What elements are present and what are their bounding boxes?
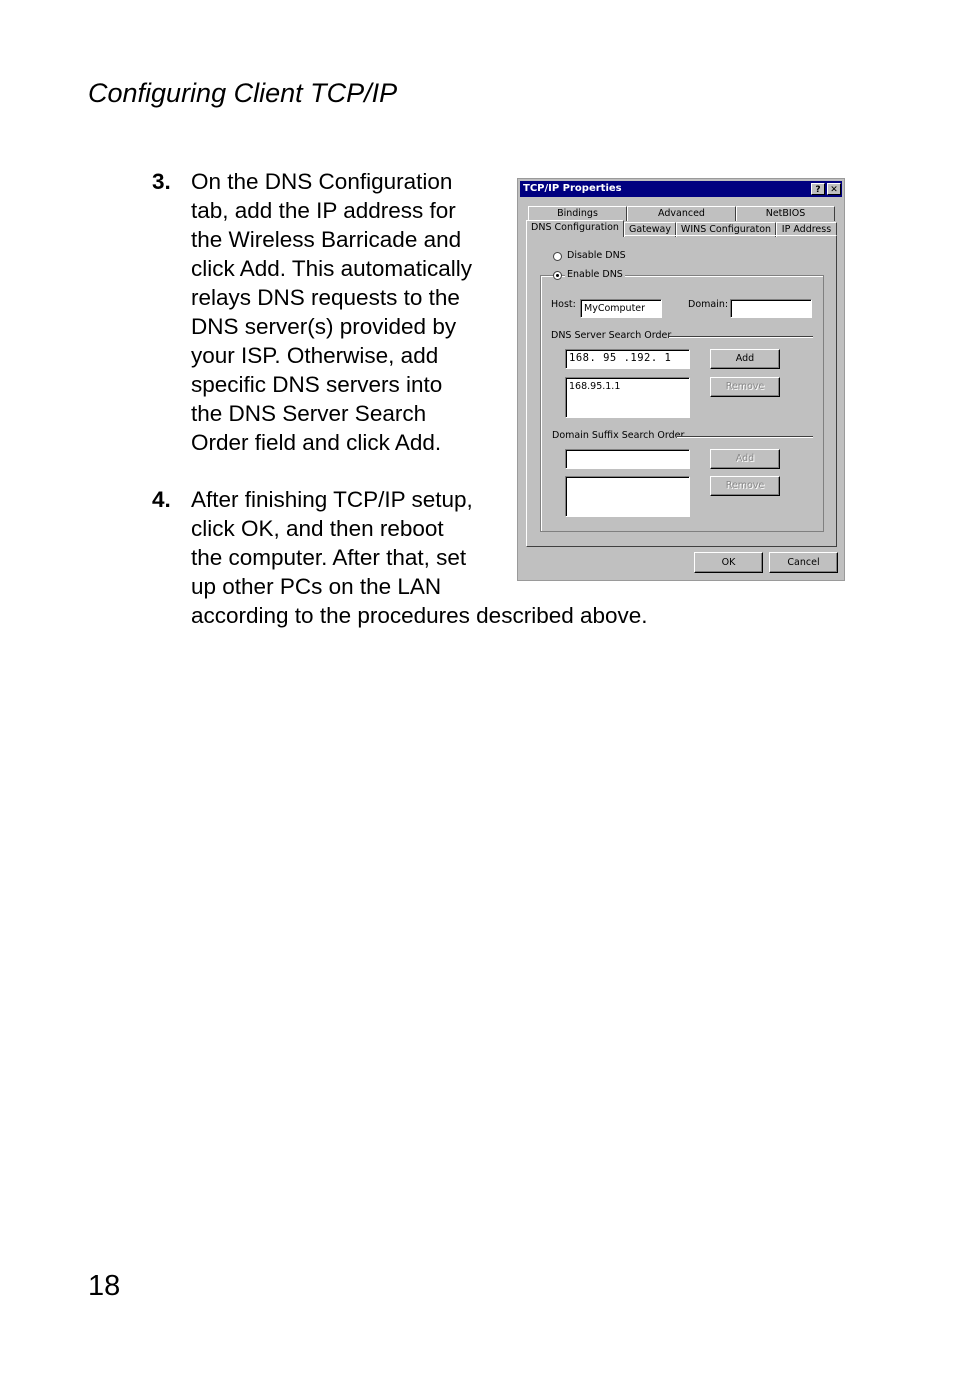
dns-configuration-panel: [526, 235, 837, 547]
domain-suffix-label: Domain Suffix Search Order: [552, 430, 685, 441]
ok-button[interactable]: OK: [694, 552, 763, 573]
disable-dns-label: Disable DNS: [567, 250, 626, 261]
step-text: [191, 167, 472, 457]
step-line: click Add. This automatically: [191, 256, 472, 281]
step-line: your ISP. Otherwise, add: [191, 343, 439, 368]
domain-suffix-list[interactable]: [565, 476, 690, 517]
tab-wins-configuration[interactable]: WINS Configuraton: [676, 222, 776, 237]
dns-remove-button[interactable]: Remove: [710, 377, 780, 397]
page-number: 18: [88, 1270, 121, 1302]
dialog-title: TCP/IP Properties: [523, 183, 622, 194]
section-title: Configuring Client TCP/IP: [88, 78, 398, 108]
step-line: Order field and click Add.: [191, 430, 442, 455]
dialog-titlebar[interactable]: [520, 181, 842, 197]
step-line: up other PCs on the LAN: [191, 574, 442, 599]
step-number: 3.: [152, 169, 171, 194]
dns-search-order-label: DNS Server Search Order: [551, 330, 672, 341]
host-label: Host:: [551, 299, 576, 310]
step-line: On the DNS Configuration: [191, 169, 453, 194]
suffix-remove-button[interactable]: Remove: [710, 476, 780, 496]
tab-ip-address[interactable]: IP Address: [776, 222, 837, 237]
separator: [677, 436, 813, 438]
step-line: DNS server(s) provided by: [191, 314, 457, 339]
tab-dns-configuration[interactable]: DNS Configuration: [526, 220, 624, 237]
step-line: tab, add the IP address for: [191, 198, 456, 223]
enable-dns-radio[interactable]: [553, 271, 562, 280]
help-button[interactable]: ?: [811, 183, 825, 195]
step-line: After finishing TCP/IP setup,: [191, 487, 473, 512]
dns-server-list[interactable]: 168.95.1.1: [565, 377, 690, 418]
dns-server-input[interactable]: 168. 95 .192. 1: [565, 349, 690, 369]
step-number: 4.: [152, 487, 171, 512]
tab-gateway[interactable]: Gateway: [624, 222, 676, 237]
close-button[interactable]: ✕: [827, 183, 841, 195]
disable-dns-radio[interactable]: [553, 252, 562, 261]
step-line: click OK, and then reboot: [191, 516, 444, 541]
host-input[interactable]: MyComputer: [580, 299, 662, 318]
step-line: according to the procedures described above.: [191, 603, 648, 628]
domain-label: Domain:: [688, 299, 729, 310]
step-line: the Wireless Barricade and: [191, 227, 462, 252]
domain-input[interactable]: [730, 299, 812, 318]
domain-suffix-input[interactable]: [565, 449, 690, 469]
cancel-button[interactable]: Cancel: [769, 552, 838, 573]
step-line: the computer. After that, set: [191, 545, 467, 570]
tab-netbios[interactable]: NetBIOS: [736, 206, 835, 221]
tab-bindings[interactable]: Bindings: [528, 206, 627, 221]
dns-add-button[interactable]: Add: [710, 349, 780, 369]
step-line: the DNS Server Search: [191, 401, 427, 426]
step-line: relays DNS requests to the: [191, 285, 460, 310]
tcpip-properties-dialog: [517, 178, 845, 581]
step-line: specific DNS servers into: [191, 372, 443, 397]
tab-advanced[interactable]: Advanced: [627, 206, 736, 221]
suffix-add-button[interactable]: Add: [710, 449, 780, 469]
enable-dns-label: Enable DNS: [567, 269, 623, 280]
separator: [669, 336, 813, 338]
